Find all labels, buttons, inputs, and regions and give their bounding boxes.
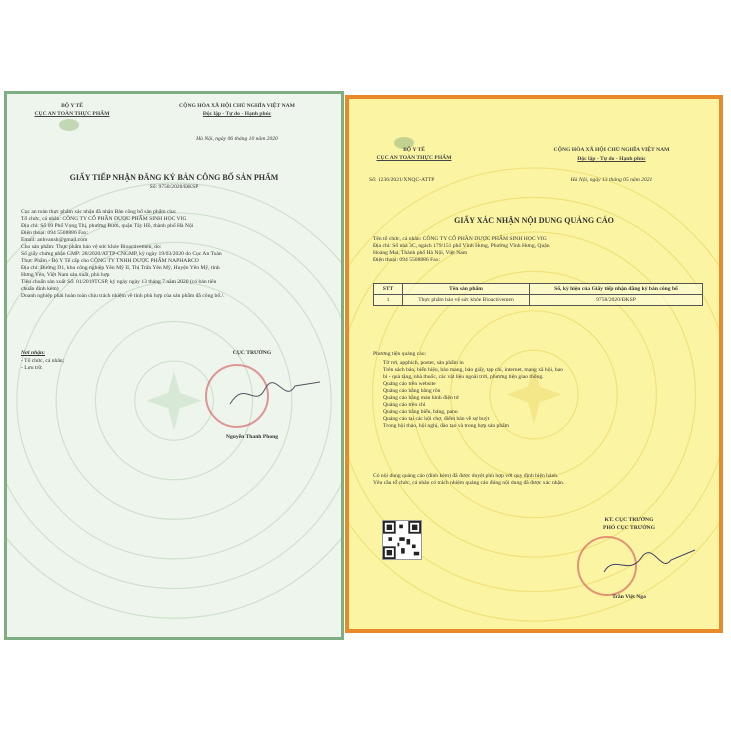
media-item: Quảng cáo trên website — [383, 381, 436, 387]
body-line: Địa chỉ: Đường D1, khu công nghiệp Yên Mỹ II, Thị Trấn Yên Mỹ, Huyện Yên Mỹ, tỉnh — [21, 265, 220, 271]
nation-name: CỘNG HÒA XÃ HỘI CHỦ NGHĨA VIỆT NAM — [553, 147, 670, 153]
document-number: Số: 1236/2021/XNQC-ATTP — [369, 177, 435, 183]
body-line: Điện thoại: 094 5508886 Fax: — [373, 257, 441, 263]
body-line: Số giấy chứng nhận GMP: 28/2020/ATTP-CNGMP, ký ngày 19/03/2020 do Cục An Toàn — [21, 251, 222, 257]
body-line: Hoàng Mai, Thành phố Hà Nội, Việt Nam — [373, 250, 468, 256]
place-date: Hà Nội, ngày 06 tháng 10 năm 2020 — [196, 136, 278, 142]
signature — [599, 544, 699, 584]
certificate-body — [21, 209, 225, 300]
agency-logo — [59, 119, 79, 131]
ministry-name: BỘ Y TẾ — [61, 103, 83, 109]
table-cell: 1 — [374, 295, 403, 306]
product-table — [373, 283, 703, 306]
body-line: Cho sản phẩm: Thực phẩm bảo vệ sức khỏe Bioactivemen, do: — [21, 244, 162, 250]
qr-code — [382, 520, 422, 560]
body-line: Điện thoại: 094 5508886 Fax: — [21, 230, 89, 236]
signer-title: PHÓ CỤC TRƯỞNG — [603, 525, 655, 531]
footer-line: Có nội dung quảng cáo (đính kèm) đã được duyệt phù hợp với quy định hiện hành. — [373, 473, 559, 479]
place-date: Hà Nội, ngày 13 tháng 05 năm 2021 — [570, 177, 653, 183]
media-list — [383, 360, 563, 430]
signer-name: Trần Việt Nga — [612, 594, 646, 600]
column-header: Số, ký hiệu của Giấy tiếp nhận đăng ký bản công bố — [530, 284, 703, 295]
media-item: Quảng cáo bằng màn hình điện tử — [383, 395, 459, 401]
body-line: Hưng Yên, Việt Nam sản xuất, phù hợp — [21, 272, 110, 278]
recipient-item: - Lưu trữ. — [21, 365, 43, 371]
signer-role: KT. CỤC TRƯỞNG — [604, 517, 654, 523]
media-label: Phương tiện quảng cáo: — [373, 351, 427, 357]
company-info — [373, 236, 550, 264]
table-cell: 9758/2020/ĐKSP — [530, 295, 703, 306]
table-cell: Thực phẩm bảo vệ sức khỏe Bioactivemen — [403, 295, 530, 306]
media-item: Quảng cáo tại các hội chợ, điểm bán về sự buýt — [383, 416, 490, 422]
national-motto: Độc lập - Tự do - Hạnh phúc — [577, 156, 646, 162]
advertising-content-confirmation — [345, 95, 723, 633]
signer-title: CỤC TRƯỞNG — [232, 350, 272, 356]
footer-line: Yêu cầu tổ chức, cá nhân có trách nhiệm quảng cáo đúng nội dung đã được xác nhận. — [373, 480, 565, 486]
body-line: Doanh nghiệp phải hoàn toàn chịu trách nhiệm về tính phù hợp của sản phẩm đã công bố./. — [21, 293, 225, 299]
document-title: GIẤY XÁC NHẬN NỘI DUNG QUẢNG CÁO — [454, 216, 614, 225]
media-item: Quảng cáo bằng băng rôn — [383, 388, 441, 394]
document-number: Số: 9758/2020/ĐKSP — [149, 184, 199, 190]
body-line: chuẩn đính kèm) — [21, 286, 59, 292]
body-line: Tổ chức, cá nhân: CÔNG TY CỔ PHẦN DƯỢC PHẨM SINH HỌC VIG — [21, 216, 187, 222]
national-motto: Độc lập - Tự do - Hạnh phúc — [202, 111, 272, 117]
document-title: GIẤY TIẾP NHẬN ĐĂNG KÝ BẢN CÔNG BỐ SẢN PHẨM — [69, 173, 279, 182]
body-line: Thực Phẩm - Bộ Y Tế cấp cho CÔNG TY TNHH DƯỢC PHẨM NAPHARCO — [21, 258, 199, 264]
column-header: STT — [374, 284, 403, 295]
media-item: Quảng cáo bằng biển, bảng, pano — [383, 409, 458, 415]
table-row — [374, 295, 703, 306]
recipients-label: Nơi nhận: — [21, 350, 45, 356]
media-item: bì - quà tặng, nhà thuốc, các vật liệu ngoài trời, phương tiện giao thông. — [383, 374, 544, 380]
body-line: Địa chỉ: Số nhà 3C, ngách 179/151 phố Vĩnh Hưng, Phường Vĩnh Hưng, Quận — [373, 243, 550, 249]
body-line: Tên tổ chức, cá nhân: CÔNG TY CỔ PHẦN DƯỢC PHẨM SINH HỌC VIG — [373, 236, 547, 242]
body-line: Cục an toàn thực phẩm xác nhận đã nhận Bản công bố sản phẩm của: — [21, 209, 177, 215]
nation-name: CỘNG HÒA XÃ HỘI CHỦ NGHĨA VIỆT NAM — [179, 103, 295, 109]
ministry-name: BỘ Y TẾ — [403, 147, 425, 153]
footer-notes — [373, 473, 564, 487]
column-header: Tên sản phẩm — [403, 284, 530, 295]
agency-name: CỤC AN TOÀN THỰC PHẨM — [376, 155, 452, 161]
recipient-item: - Tổ chức, cá nhân; — [21, 358, 65, 364]
agency-name: CỤC AN TOÀN THỰC PHẨM — [34, 111, 110, 117]
recipients-list — [21, 358, 64, 372]
signature — [225, 374, 325, 414]
body-line: Email: anhvansh@gmail.com — [21, 237, 88, 243]
media-item: Quảng cáo trên chỉ — [383, 402, 426, 408]
signer-name: Nguyễn Thanh Phong — [225, 434, 279, 440]
body-line: Địa chỉ: Số 69 Phố Vọng Thị, phường Bưởi, quận Tây Hồ, thành phố Hà Nội — [21, 223, 194, 229]
media-item: Trong hội thảo, hội nghị, đào tạo và trong hợp sản phẩm — [383, 423, 509, 429]
media-item: Trên sách báo, biển hiệu, bảo mang, bảo giấy, tạp chí, internet, mạng xã hội, bao — [383, 367, 563, 373]
food-safety-registration-certificate — [4, 91, 344, 640]
body-line: Tiêu chuẩn sản xuất Số: 01/2019TCSP, ký ngày ngày 13 tháng 7 năm 2020 (có bản tiêu — [21, 279, 217, 285]
table-header-row — [374, 284, 703, 295]
media-item: Tờ rơi, apphich, poster, sản phẩm in — [383, 360, 464, 366]
